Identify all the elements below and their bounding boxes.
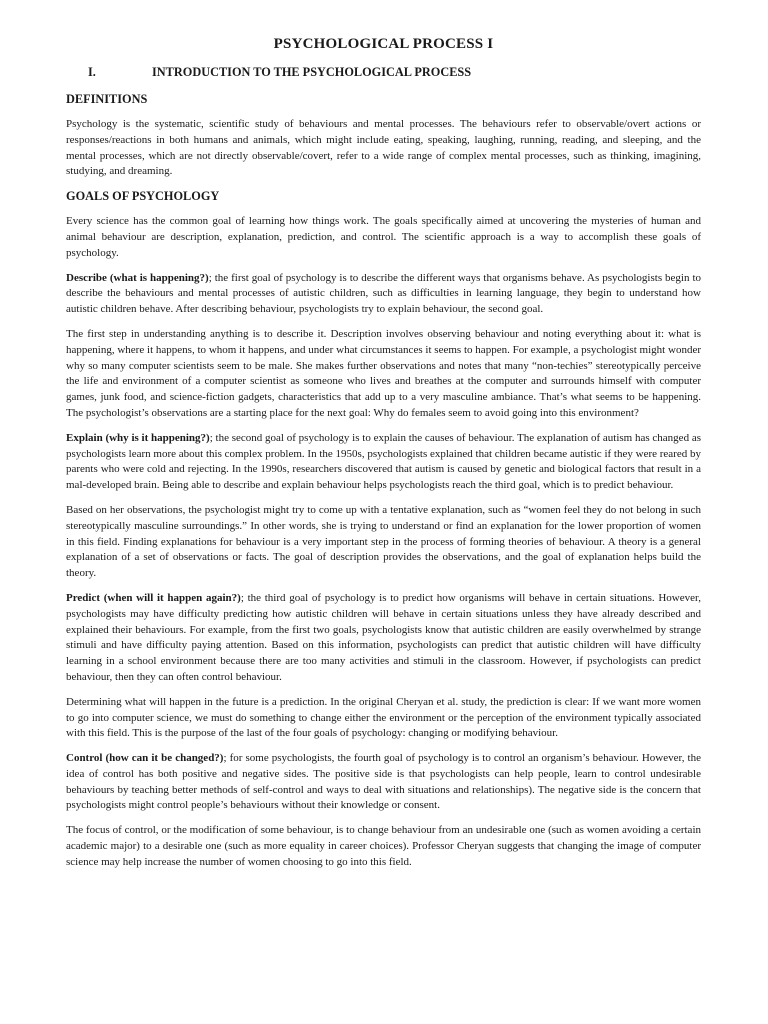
section-heading bbox=[66, 65, 701, 80]
predict-lead: Predict (when will it happen again?) bbox=[66, 591, 241, 604]
explain-text: ; the second goal of psychology is to explain the causes of behaviour. The explanation of autism has changed as psychologists learn more about this complex problem. In the 1950s, psychologists explained that children became autistic if they were reared by parents who were cold and rejecting. In the 1990s, researchers discovered that autism is caused by genetic and biological factors that result in a mal-developed brain. Being able to describe and explain behaviour helps psychologists reach the third goal, which is to predict behaviour. bbox=[66, 431, 701, 492]
definitions-paragraph: Psychology is the systematic, scientific study of behaviours and mental processes. The behaviours refer to observable/overt actions or responses/reactions in both humans and animals, which might include eating, speaking, laughing, running, reading, and sleeping, and the mental processes, which are not directly observable/covert, refer to a wide range of complex mental processes, such as thinking, imagining, studying, and dreaming. bbox=[66, 118, 701, 178]
definitions-heading: DEFINITIONS bbox=[66, 92, 148, 106]
goals-intro-paragraph: Every science has the common goal of learning how things work. The goals specifically aimed at uncovering the mysteries of human and animal behaviour are description, explanation, prediction, and control. The scientific approach is a way to accomplish these goals of psychology. bbox=[66, 215, 701, 259]
describe-paragraph bbox=[66, 271, 701, 318]
goals-heading: GOALS OF PSYCHOLOGY bbox=[66, 189, 220, 204]
describe-example-paragraph: The first step in understanding anything is to describe it. Description involves observing behaviour and noting everything about it: what is happening, where it happens, to whom it happens, and under what circumstances it seems to happen. For example, a psychologist might wonder why so many computer scientists seem to be male. She makes further observations and notes that many “non-techies” stereotypically perceive the life and environment of a computer scientist as someone who lives and breathes at the computer and surrounds himself with computer games, junk food, and science-fiction gadgets, characteristics that add up to a very masculine ambiance. That’s what seems to be happening. The psychologist’s observations are a starting place for the next goal: Why do females seem to avoid going into this environment? bbox=[66, 327, 701, 419]
explain-lead: Explain (why is it happening?) bbox=[66, 431, 210, 444]
control-text: ; for some psychologists, the fourth goal of psychology is to control an organism’s behaviour. However, the idea of control has both positive and negative sides. The positive side is that psychologists can help people, learn to control undesirable behaviours by teaching better methods of self-control and ways to deal with situations and relationships). The negative side is the concern that psychologists might control people’s behaviours without their knowledge or consent. bbox=[66, 752, 701, 812]
predict-text: ; the third goal of psychology is to predict how organisms will behave in certain situations. However, psychologists may have difficulty predicting how autistic children will behave in certain situations unless they have already described and explained their behaviours. For example, from the first two goals, psychologists know that autistic children are easily overwhelmed by strange stimuli and have difficulty paying attention. Based on this information, psychologists can predict that autistic children will have difficulty learning in a school environment because there are too many activities and stimuli in the classroom. However, if psychologists can predict behaviour, then they can often control behaviour. bbox=[66, 591, 701, 683]
section-number: I. bbox=[88, 65, 96, 79]
section-title: INTRODUCTION TO THE PSYCHOLOGICAL PROCESS bbox=[152, 65, 472, 79]
control-paragraph bbox=[66, 751, 701, 814]
predict-paragraph bbox=[66, 591, 701, 686]
control-lead: Control (how can it be changed?) bbox=[66, 752, 224, 765]
explain-example-paragraph: Based on her observations, the psychologist might try to come up with a tentative explanation, such as “women feel they do not belong in such stereotypically masculine surroundings.” In other words, she is trying to understand or find an explanation for the lower proportion of women in this field. Finding explanations for behaviour is a very important step in the process of forming theories of behaviour. A theory is a general explanation of a set of observations or facts. The goal of description provides the observations, and the goal of explanation helps build the theory. bbox=[66, 503, 701, 580]
control-example-paragraph: The focus of control, or the modification of some behaviour, is to change behaviour from an undesirable one (such as women avoiding a certain academic major) to a desirable one (such as more equality in career choices). Professor Cheryan suggests that changing the image of computer science may help increase the number of women choosing to go into this field. bbox=[66, 824, 701, 868]
describe-lead: Describe (what is happening?) bbox=[66, 271, 209, 284]
explain-paragraph bbox=[66, 431, 701, 494]
predict-example-paragraph: Determining what will happen in the future is a prediction. In the original Cheryan et al. study, the prediction is clear: If we want more women to go into computer science, we must do something to change either the environment or the perception of the environment typically associated with this field. This is the purpose of the last of the four goals of psychology: changing or modifying behaviour. bbox=[66, 695, 701, 740]
describe-text: ; the first goal of psychology is to describe the different ways that organisms behave. As psychologists begin to describe the behaviours and mental processes of autistic children, such as difficulties in learning language, they begin to understand how autistic children behave. After describing behaviour, psychologists try to explain behaviour, the second goal. bbox=[66, 271, 701, 316]
document-title: PSYCHOLOGICAL PROCESS I bbox=[273, 36, 494, 52]
